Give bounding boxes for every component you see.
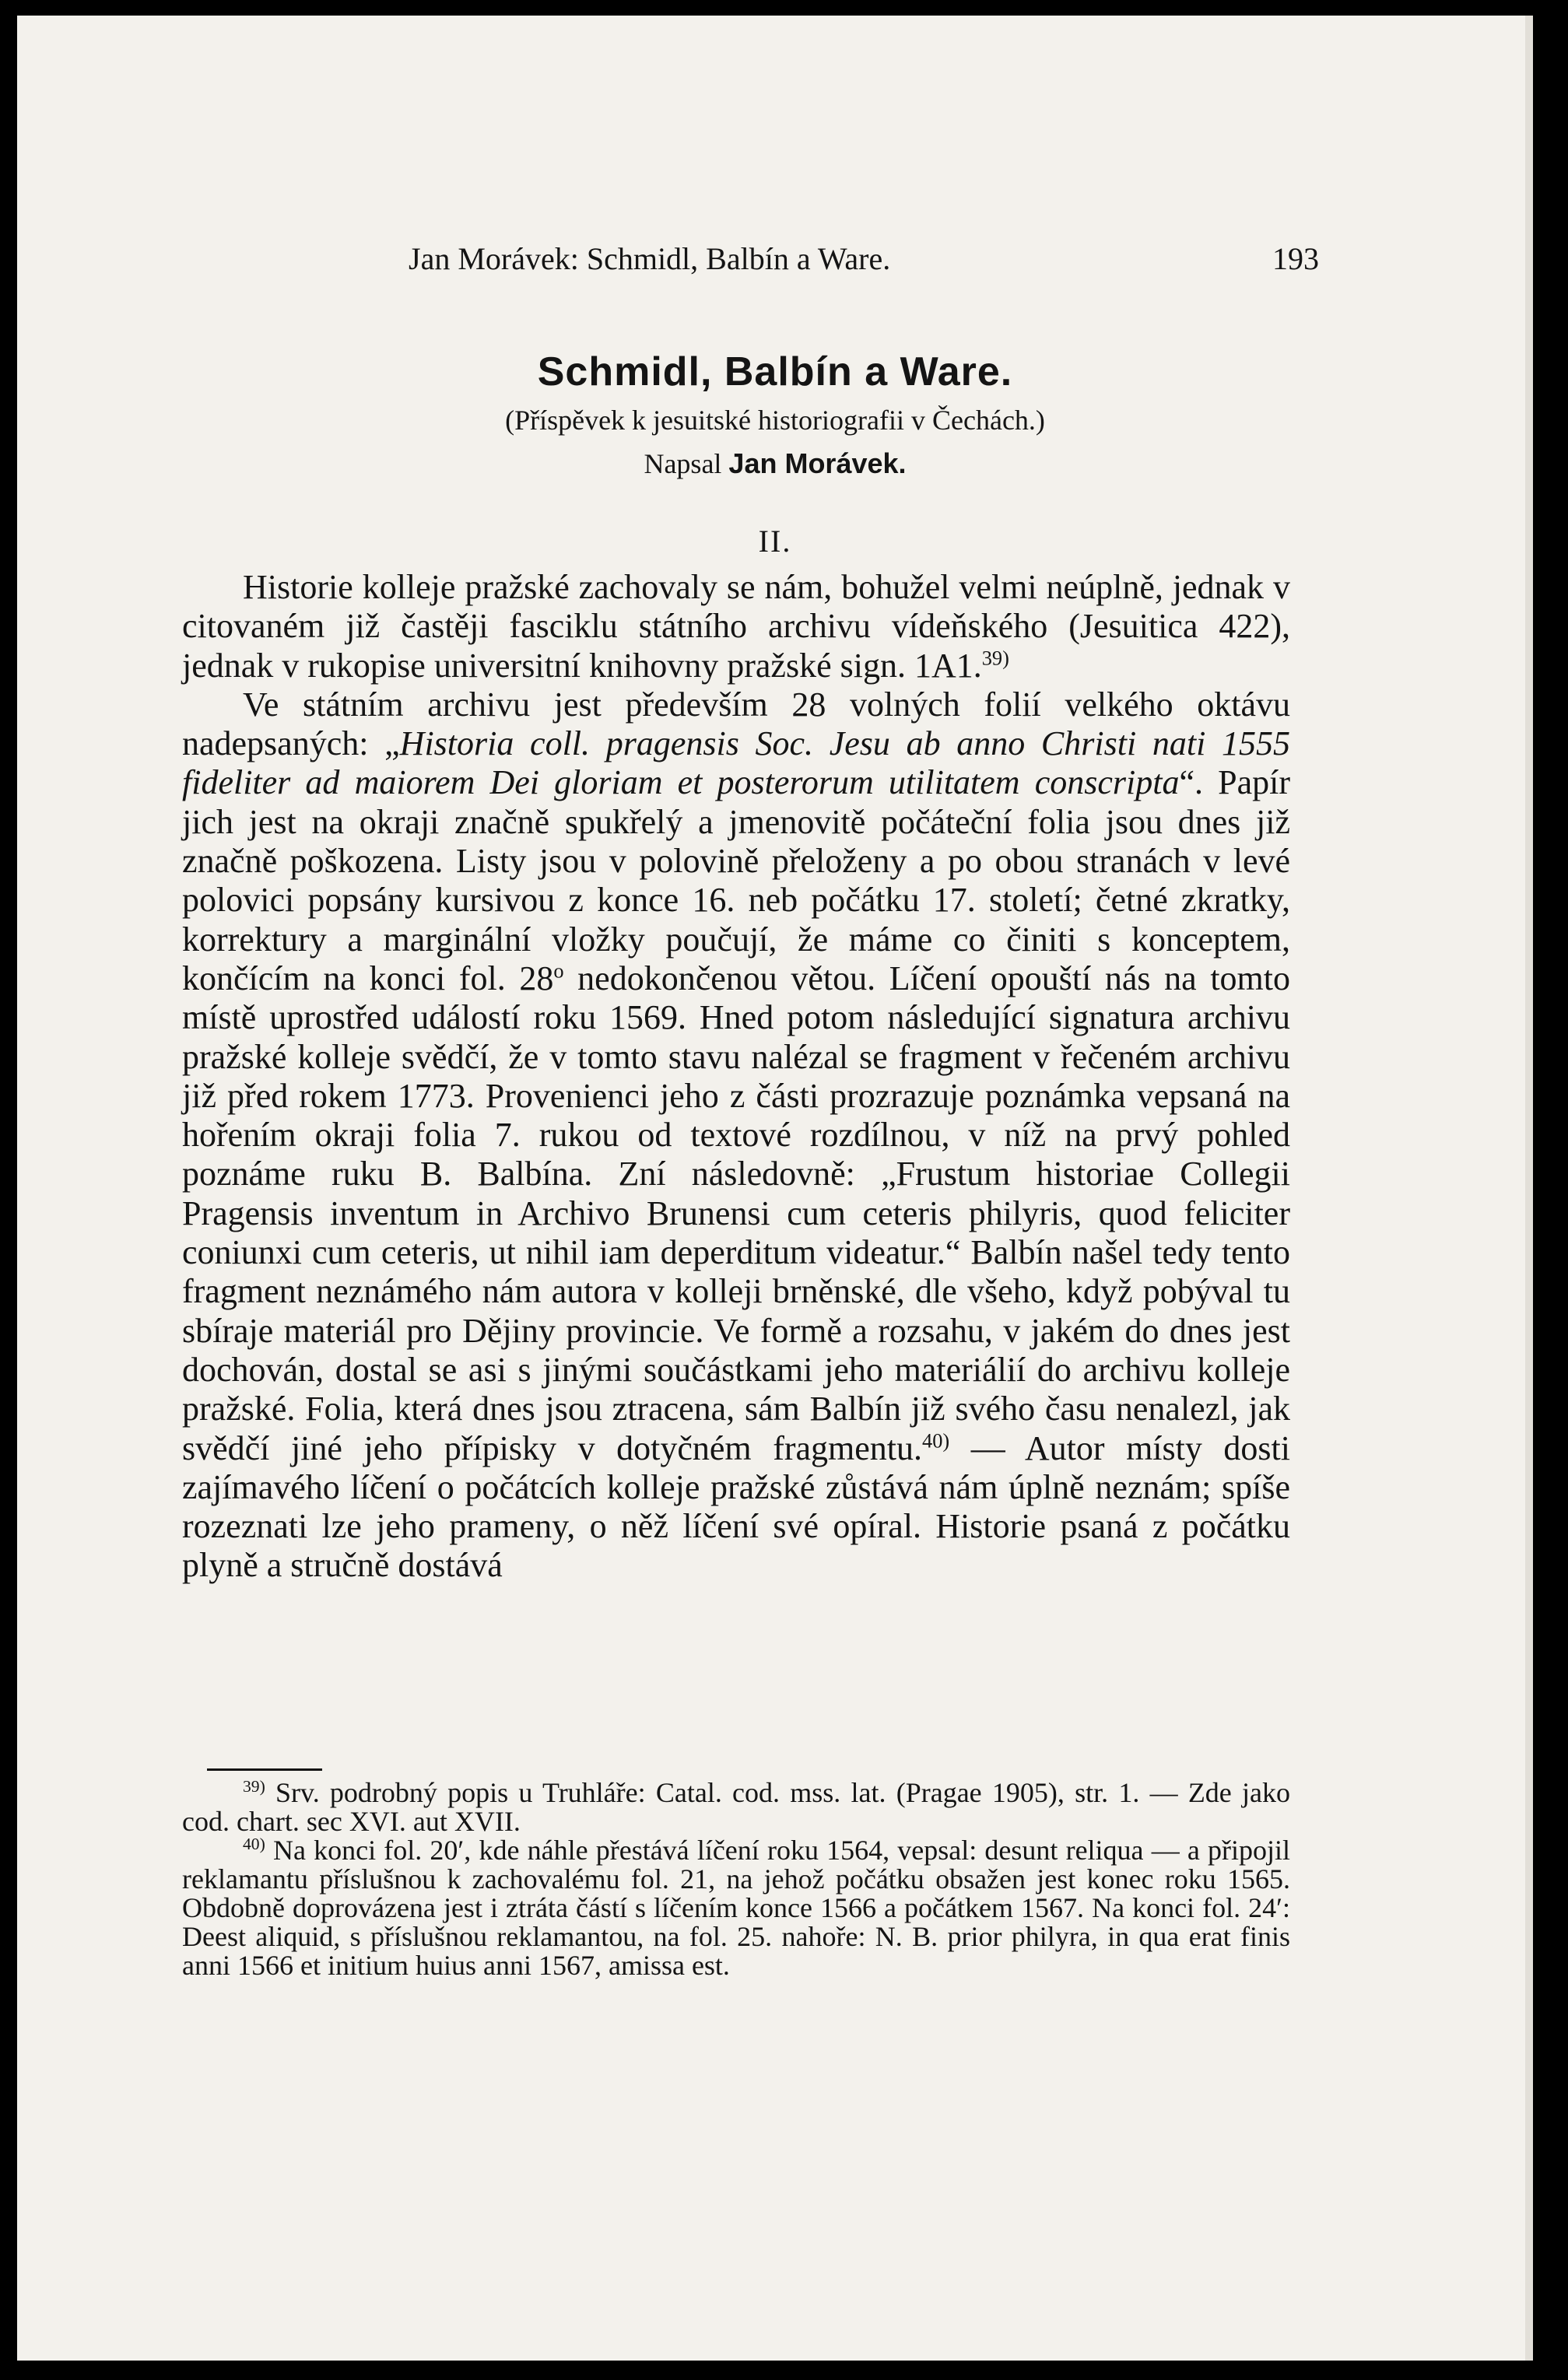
footnote-39-mark: 39)	[243, 1777, 265, 1796]
paragraph-2	[182, 685, 1290, 1586]
scanned-page	[17, 16, 1533, 2361]
running-title: Jan Morávek: Schmidl, Balbín a Ware.	[409, 241, 891, 276]
paragraph-1	[182, 568, 1290, 685]
footnote-39	[182, 1779, 1290, 1836]
author-name: Jan Morávek.	[728, 447, 907, 479]
footnotes	[182, 1779, 1290, 1980]
section-number: II.	[758, 524, 792, 559]
paragraph-2-middle: nedokončenou větou. Líčení opouští nás na tomto místě uprostřed událostí roku 1569. Hned potom následující signatura archivu pražské kolleje svědčí, že v tomto stavu nalézal se fragment v řečeném archivu již před rokem 1773. Provenienci jeho z části prozrazuje poznámka vepsaná na hořením okraji folia 7. rukou od textové rozdílnou, v níž na prvý pohled poznáme ruku B. Balbína. Zní následovně: „Frustum historiae Collegii Pragensis inventum in Archivo Brunensi cum ceteris philyris, quod feliciter coniunxi cum ceteris, ut nihil iam deperditum videatur.“ Balbín našel tedy tento fragment neznámého nám autora v kolleji brněnské, dle všeho, když pobýval tu sbíraje materiál pro Dějiny provincie. Ve formě a rozsahu, v jakém do dnes jest dochován, dostal se asi s jinými součástkami jeho materiálií do archivu kolleje pražské. Folia, která dnes jsou ztracena, sám Balbín již svého času nenalezl, jak svědčí jiné jeho přípisky v dotyčném fragmentu.	[182, 959, 1290, 1467]
footnote-40-mark: 40)	[243, 1835, 265, 1853]
footnote-ref-40: 40)	[922, 1428, 950, 1452]
paragraph-1-text: Historie kolleje pražské zachovaly se nám, bohužel velmi neúplně, jednak v citovaném již častěji fasciklu státního archivu vídeňského (Jesuitica 422), jednak v rukopise universitní knihovny pražské sign. 1A1.	[182, 568, 1290, 685]
footnote-39-text: Srv. podrobný popis u Truhláře: Catal. cod. mss. lat. (Pragae 1905), str. 1. — Zde jako cod. chart. sec XVI. aut XVII.	[182, 1777, 1290, 1837]
paragraph-2-end: — Autor místy dosti zajímavého líčení o počátcích kolleje pražské zůstává nám úplně neznám; spíše rozeznati lze jeho prameny, o něž líčení své opíral. Historie psaná z počátku plyně a stručně dostává	[182, 1428, 1291, 1585]
byline	[17, 447, 1533, 481]
paragraph-2-rest: “. Papír jich jest na okraji značně spukřelý a jmenovitě počáteční folia jsou dnes již značně poškozena. Listy jsou v polovině přeloženy a po obou stranách v levé polovici popsány kursivou z konce 16. neb počátku 17. století; četné zkratky, korrektury a marginální vložky poučují, že máme co činiti s konceptem, končícím na konci fol. 28	[182, 763, 1291, 997]
footnote-ref-39: 39)	[981, 645, 1009, 669]
footnote-40	[182, 1836, 1290, 1980]
body-text	[182, 568, 1290, 1586]
byline-prefix: Napsal	[644, 448, 722, 479]
latin-title: Historia coll. pragensis Soc. Jesu ab anno Christi nati 1555 fideliter ad maiorem Dei gloriam et posterorum utilitatem conscripta	[182, 724, 1290, 802]
article-title: Schmidl, Balbín a Ware.	[537, 349, 1013, 394]
degree-mark: o	[553, 959, 564, 983]
footnote-40-text: Na konci fol. 20′, kde náhle přestává líčení roku 1564, vepsal: desunt reliqua — a připojil reklamantu příslušnou k zachovalému fol. 21, na jehož počátku obsažen jest konec roku 1565. Obdobně doprovázena jest i ztráta částí s líčením konce 1566 a počátkem 1567. Na konci fol. 24′: Deest aliquid, s příslušnou reklamantou, na fol. 25. nahoře: N. B. prior philyra, in qua erat finis anni 1566 et initium huius anni 1567, amissa est.	[182, 1835, 1290, 1981]
page-number: 193	[1272, 241, 1319, 276]
paragraph-2-start: Ve státním archivu jest především 28 volných folií velkého oktávu nadepsaných: „	[182, 685, 1290, 763]
article-subtitle: (Příspěvek k jesuitské historiografii v Čechách.)	[505, 405, 1045, 436]
footnote-rule	[207, 1768, 322, 1771]
